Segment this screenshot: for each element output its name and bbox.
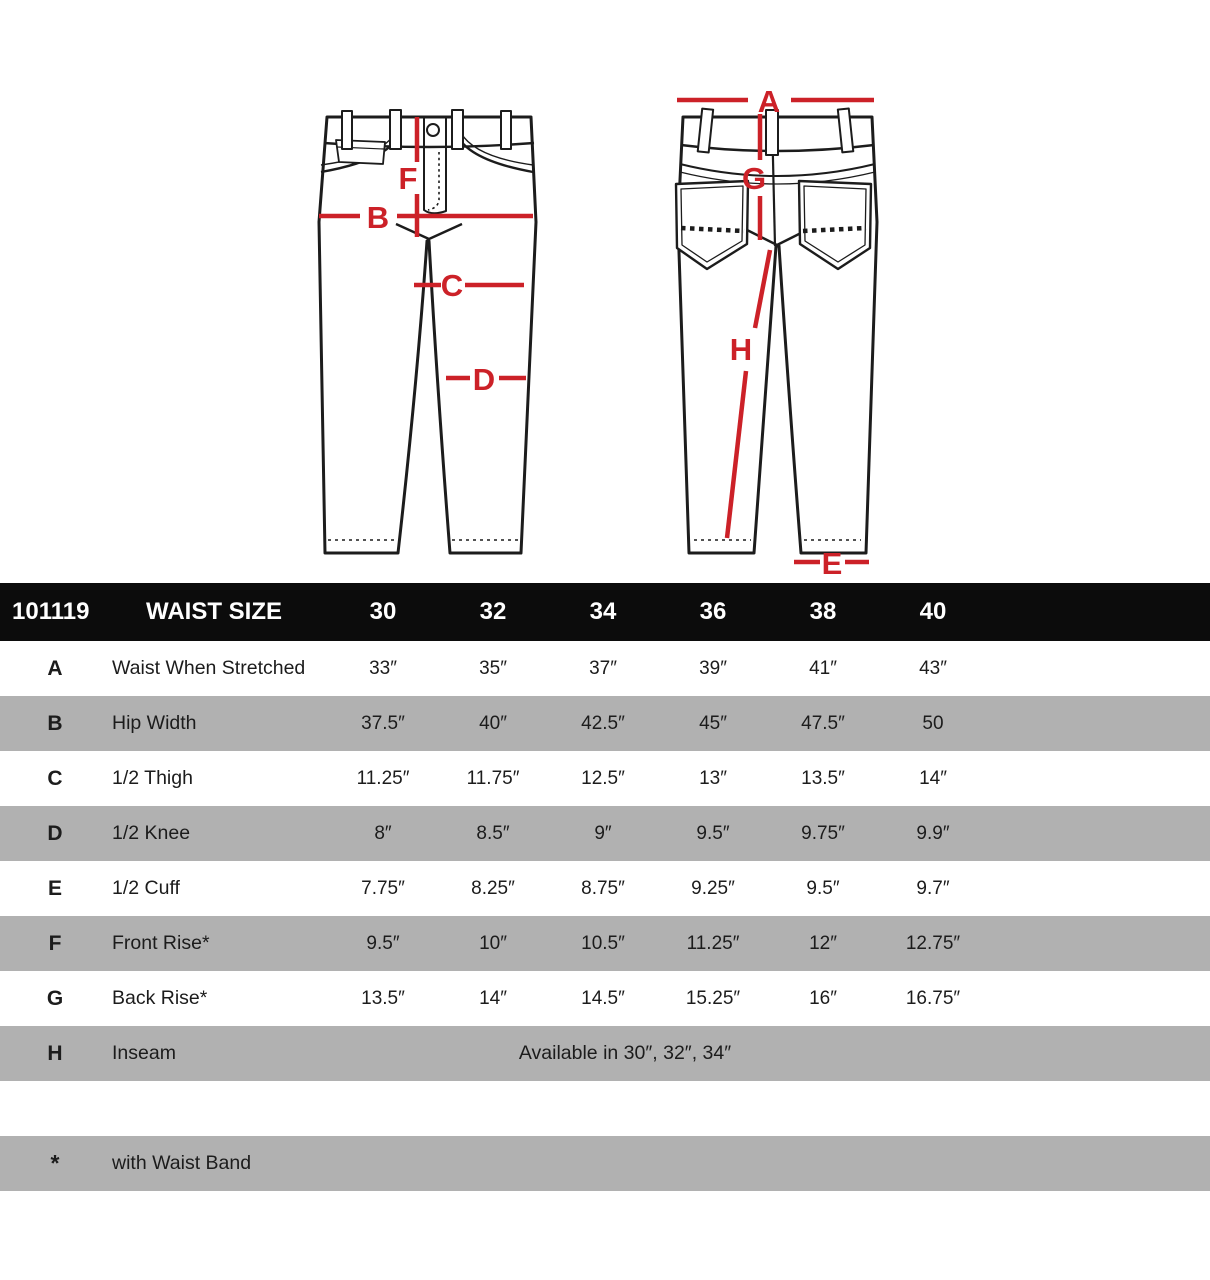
size-value: 7.75″ — [361, 877, 405, 899]
row-letter: H — [47, 1041, 63, 1065]
size-value: 8.75″ — [581, 877, 625, 899]
row-label: Inseam — [112, 1042, 176, 1064]
size-value: 10.5″ — [581, 932, 625, 954]
size-value: 14″ — [479, 987, 507, 1009]
size-value: 9″ — [594, 822, 612, 844]
size-value: 41″ — [809, 657, 837, 679]
table-row-hip-width — [0, 696, 1210, 751]
table-row-half-knee — [0, 806, 1210, 861]
pants-front-diagram — [319, 110, 536, 553]
waist-button — [427, 124, 439, 136]
size-value: 16.75″ — [905, 987, 961, 1009]
table-header-row — [0, 583, 1210, 641]
size-col-header: 32 — [479, 598, 507, 625]
size-value: 39″ — [699, 657, 727, 679]
size-value: 16″ — [809, 987, 837, 1009]
marker-E: E — [821, 546, 843, 581]
size-value: 50 — [922, 712, 944, 734]
size-value: 40″ — [479, 712, 507, 734]
table-row-back-rise — [0, 971, 1210, 1026]
row-label: Front Rise* — [112, 932, 210, 954]
marker-F: F — [398, 161, 418, 196]
size-value: 11.75″ — [466, 767, 520, 789]
size-value: 45″ — [699, 712, 727, 734]
inseam-availability: Available in 30″, 32″, 34″ — [518, 1042, 732, 1064]
marker-A: A — [757, 84, 781, 119]
pants-measurement-diagram — [0, 0, 1210, 583]
pants-back-diagram — [676, 108, 877, 553]
size-value: 9.5″ — [366, 932, 400, 954]
size-col-header: 36 — [699, 598, 727, 625]
size-col-header: 30 — [369, 598, 397, 625]
size-value: 15.25″ — [685, 987, 741, 1009]
size-value: 12″ — [809, 932, 837, 954]
table-row-half-cuff — [0, 861, 1210, 916]
row-label: Hip Width — [112, 712, 197, 734]
size-value: 14″ — [919, 767, 947, 789]
size-value: 13″ — [699, 767, 727, 789]
spacer-row — [0, 1081, 1210, 1136]
belt-loop — [342, 111, 352, 149]
row-label: Waist When Stretched — [112, 657, 306, 679]
row-label: 1/2 Thigh — [112, 767, 193, 789]
size-col-header: 34 — [589, 598, 617, 625]
size-value: 43″ — [919, 657, 947, 679]
row-letter: E — [47, 876, 62, 900]
waist-size-header: WAIST SIZE — [146, 598, 283, 625]
style-number: 101119 — [12, 598, 90, 625]
size-value: 12.75″ — [905, 932, 961, 954]
row-label: 1/2 Cuff — [112, 877, 180, 899]
size-value: 37″ — [589, 657, 617, 679]
row-letter: G — [46, 986, 64, 1010]
size-value: 47.5″ — [801, 712, 845, 734]
size-value: 14.5″ — [581, 987, 625, 1009]
row-letter: A — [47, 656, 63, 680]
size-value: 37.5″ — [361, 712, 405, 734]
size-value: 9.9″ — [916, 822, 950, 844]
row-label: Back Rise* — [112, 987, 208, 1009]
row-label: 1/2 Knee — [112, 822, 191, 844]
table-row-half-thigh — [0, 751, 1210, 806]
size-value: 8.5″ — [476, 822, 510, 844]
size-value: 9.7″ — [916, 877, 950, 899]
size-value: 13.5″ — [801, 767, 845, 789]
row-letter: D — [47, 821, 63, 845]
table-row-front-rise — [0, 916, 1210, 971]
size-value: 8.25″ — [471, 877, 515, 899]
footnote-marker: * — [50, 1150, 60, 1176]
marker-G: G — [741, 161, 767, 196]
size-value: 10″ — [479, 932, 507, 954]
marker-H: H — [729, 332, 753, 367]
footnote-label: with Waist Band — [112, 1152, 252, 1174]
size-value: 9.5″ — [806, 877, 840, 899]
size-value: 9.25″ — [691, 877, 735, 899]
belt-loop — [390, 110, 401, 149]
size-col-header: 38 — [809, 598, 837, 625]
marker-C: C — [440, 268, 464, 303]
size-value: 33″ — [369, 657, 397, 679]
size-value: 8″ — [374, 822, 392, 844]
size-value: 35″ — [479, 657, 507, 679]
table-row-inseam — [0, 1026, 1210, 1081]
marker-D: D — [472, 362, 496, 397]
belt-loop — [452, 110, 463, 149]
size-table — [0, 583, 1210, 1191]
marker-B: B — [366, 200, 390, 235]
size-value: 11.25″ — [356, 767, 410, 789]
belt-loop — [501, 111, 511, 149]
size-value: 12.5″ — [581, 767, 625, 789]
size-value: 42.5″ — [581, 712, 625, 734]
size-value: 13.5″ — [361, 987, 405, 1009]
row-letter: B — [47, 711, 63, 735]
row-letter: C — [47, 766, 63, 790]
size-value: 9.5″ — [696, 822, 730, 844]
table-footnote-row — [0, 1136, 1210, 1191]
size-value: 9.75″ — [801, 822, 845, 844]
size-value: 11.25″ — [686, 932, 740, 954]
row-letter: F — [48, 931, 62, 955]
table-row-waist-when-stretched — [0, 641, 1210, 696]
size-col-header: 40 — [919, 598, 947, 625]
